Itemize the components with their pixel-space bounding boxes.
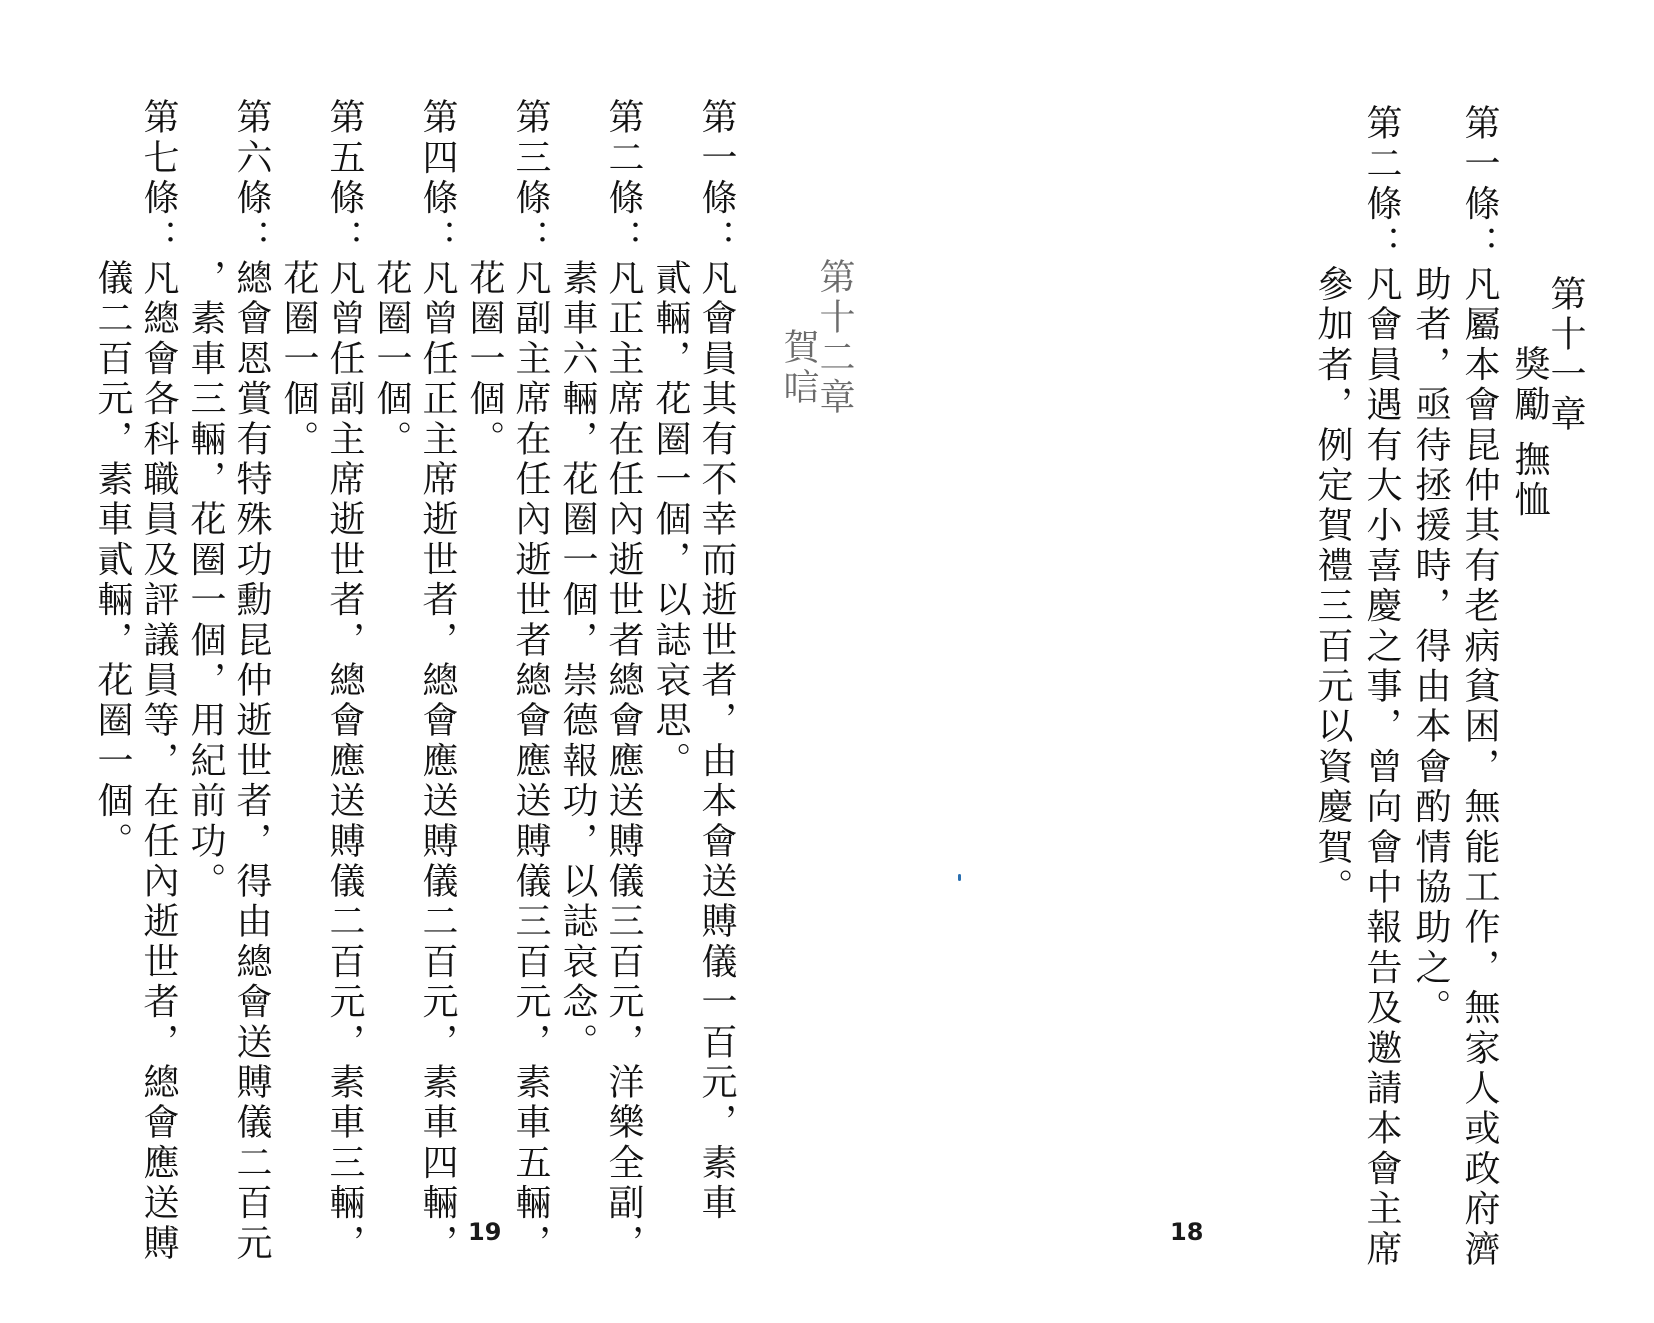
article-column: 第一條：凡屬本會昆仲其有老病貧困，無能工作，無家人或政府濟 — [1459, 104, 1500, 1270]
chapter-heading — [1509, 275, 1586, 521]
article-column: 參加者，例定賀禮三百元以資慶賀。 — [1312, 104, 1353, 908]
article-column: 花圈一個。 — [371, 98, 412, 460]
ink-speck — [958, 874, 961, 881]
article-column: ，素車三輛，花圈一個，用紀前功。 — [185, 98, 226, 902]
article-column: 第一條：凡會員其有不幸而逝世者，由本會送賻儀一百元，素車 — [696, 98, 737, 1224]
chapter-number: 第十一章 — [1545, 275, 1586, 435]
article-column: 第二條：凡會員遇有大小喜慶之事，曾向會中報告及邀請本會主席 — [1361, 104, 1402, 1270]
article-column: 花圈一個。 — [464, 98, 505, 460]
chapter-title: 獎勵 撫恤 — [1509, 345, 1550, 521]
chapter-title: 賀唁 — [778, 328, 819, 408]
chapter-number: 第十二章 — [814, 258, 855, 418]
article-column: 貳輛，花圈一個，以誌哀思。 — [650, 98, 691, 782]
right-page — [827, 0, 1654, 1323]
article-column: 第三條：凡副主席在任內逝世者總會應送賻儀三百元，素車五輛， — [510, 98, 551, 1264]
page-number: 19 — [468, 1218, 502, 1246]
article-column: 第五條：凡曾任副主席逝世者，總會應送賻儀二百元，素車三輛， — [324, 98, 365, 1264]
article-column: 第二條：凡正主席在任內逝世者總會應送賻儀三百元，洋樂全副， — [603, 98, 644, 1264]
article-column: 花圈一個。 — [278, 98, 319, 460]
article-column: 素車六輛，花圈一個，崇德報功，以誌哀念。 — [557, 98, 598, 1063]
article-column: 第四條：凡曾任正主席逝世者，總會應送賻儀二百元，素車四輛， — [417, 98, 458, 1264]
article-column: 第六條：總會恩賞有特殊功勳昆仲逝世者，得由總會送賻儀二百元 — [231, 98, 272, 1264]
article-column: 第七條：凡總會各科職員及評議員等，在任內逝世者，總會應送賻 — [138, 98, 179, 1264]
article-column: 儀二百元，素車貳輛，花圈一個。 — [92, 98, 133, 862]
article-column: 助者，亟待拯援時，得由本會酌情協助之。 — [1410, 104, 1451, 1029]
page-number: 18 — [1170, 1218, 1204, 1246]
